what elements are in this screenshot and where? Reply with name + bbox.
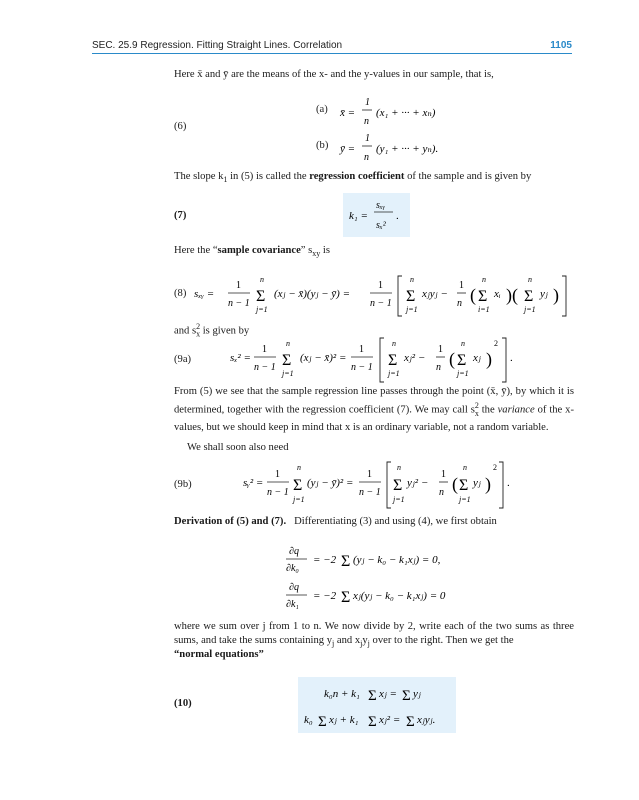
svg-text:xⱼ: xⱼ — [473, 352, 481, 364]
eq-10-formula — [298, 677, 456, 733]
svg-text:sᵧ² =: sᵧ² = — [243, 477, 264, 489]
svg-text:yⱼ: yⱼ — [540, 288, 548, 300]
and-s: and s — [174, 325, 197, 337]
svg-text:j=1: j=1 — [393, 495, 405, 504]
svg-text:n: n — [364, 116, 369, 127]
svg-text:= −2: = −2 — [313, 554, 337, 566]
svg-text:1: 1 — [236, 280, 241, 291]
from5-variance: variance — [497, 404, 535, 416]
from5-b: the — [478, 404, 498, 416]
svg-text:.: . — [510, 352, 513, 364]
svg-text:i=1: i=1 — [478, 305, 490, 314]
svg-text:j=1: j=1 — [256, 305, 268, 314]
svg-text:xᵢ: xᵢ — [494, 288, 501, 300]
shall-need: We shall soon also need — [187, 442, 289, 453]
svg-text:∂k₀: ∂k₀ — [286, 563, 299, 574]
normal-equations-heading: “normal equations” — [174, 649, 264, 660]
svg-text:(xⱼ − x̄)(yⱼ − ȳ) =: (xⱼ − x̄)(yⱼ − ȳ) = — [274, 288, 351, 300]
slope-pre: The slope k — [174, 171, 224, 182]
eq-6b-formula — [338, 130, 518, 166]
svg-text:)(: )( — [506, 285, 518, 305]
svg-text:): ) — [486, 349, 492, 369]
svg-text:j=1: j=1 — [457, 369, 469, 378]
svg-text:n − 1: n − 1 — [359, 487, 381, 498]
svg-text:): ) — [485, 474, 491, 494]
svg-text:n − 1: n − 1 — [370, 298, 392, 309]
svg-text:= −2: = −2 — [313, 590, 337, 602]
eq-9b-label: (9b) — [174, 479, 192, 490]
svg-text:(: ( — [449, 349, 455, 369]
svg-text:n: n — [439, 487, 444, 498]
partial-derivative-equations — [283, 540, 543, 620]
eq-9a-formula — [228, 332, 548, 392]
cov-sub: xy — [312, 249, 321, 259]
svg-text:n: n — [457, 298, 462, 309]
svg-text:1: 1 — [365, 97, 370, 108]
svg-text:xⱼ² =: xⱼ² = — [379, 714, 401, 726]
eq-8-formula — [192, 268, 582, 328]
svg-text:(xⱼ − x̄)² =: (xⱼ − x̄)² = — [300, 352, 347, 364]
derivation-bold: Derivation of (5) and (7). — [174, 516, 287, 527]
svg-text:j=1: j=1 — [524, 305, 536, 314]
where-sum-paragraph: where we sum over j from 1 to n. We now divide by 2, write each of the two sums as three sums, and take the sums containing $y_j$ and $x_jy_j$ over to the right. Then we get the — [174, 621, 574, 649]
svg-text:Σ: Σ — [478, 288, 488, 305]
svg-text:Σ: Σ — [293, 477, 303, 494]
svg-text:1: 1 — [459, 280, 464, 291]
svg-text:Σ: Σ — [406, 288, 416, 305]
where-sum-b: and x — [334, 635, 361, 646]
svg-text:n: n — [410, 275, 414, 284]
svg-text:j=1: j=1 — [459, 495, 471, 504]
svg-text:sₓᵧ =: sₓᵧ = — [194, 288, 215, 300]
eq-8-label: (8) — [174, 288, 187, 299]
svg-text:sₓᵧ: sₓᵧ — [376, 200, 386, 211]
svg-text:2: 2 — [494, 339, 498, 348]
svg-text:n: n — [463, 463, 467, 472]
svg-text:Σ: Σ — [524, 288, 534, 305]
from5-c: of the x-values, but we should keep in mind that x is an ordinary variable, not a random variable. — [174, 404, 574, 433]
svg-text:1: 1 — [365, 133, 370, 144]
svg-text:n − 1: n − 1 — [254, 362, 276, 373]
derivation-paragraph — [174, 515, 574, 529]
svg-text:Σ: Σ — [256, 288, 266, 305]
svg-text:(yⱼ − ȳ)² =: (yⱼ − ȳ)² = — [307, 477, 354, 489]
svg-text:(yⱼ − k₀ − k₁xⱼ) = 0,: (yⱼ − k₀ − k₁xⱼ) = 0, — [353, 554, 441, 566]
svg-text:∂q: ∂q — [289, 582, 299, 593]
svg-text:∂q: ∂q — [289, 546, 299, 557]
svg-text:n: n — [482, 275, 486, 284]
svg-text:1: 1 — [359, 344, 364, 355]
svg-text:n: n — [461, 339, 465, 348]
eq-9b-formula — [241, 456, 541, 516]
from-5-paragraph: From (5) we see that the sample regression line passes through the point (x̄, ȳ), by which it is determined, together with the regression coefficient (7). We may call $s^2_x$ the variance of the x-values, but we should keep in mind that x is an ordinary variable, not a random variable. — [174, 386, 574, 433]
svg-text:n: n — [528, 275, 532, 284]
slope-sub: 1 — [223, 175, 228, 185]
where-sum-c: over to the right. Then we get the — [369, 635, 514, 646]
eq-7-box — [343, 193, 410, 237]
svg-text:1: 1 — [367, 469, 372, 480]
svg-text:xⱼyⱼ −: xⱼyⱼ − — [422, 288, 448, 300]
cov-pre: Here the “ — [174, 245, 218, 256]
svg-text:xⱼ(yⱼ − k₀ − k₁xⱼ) = 0: xⱼ(yⱼ − k₀ − k₁xⱼ) = 0 — [353, 590, 446, 602]
svg-text:Σ: Σ — [388, 352, 398, 369]
svg-text:j=1: j=1 — [388, 369, 400, 378]
svg-text:Σ: Σ — [406, 714, 415, 730]
svg-text:k₀n + k₁: k₀n + k₁ — [324, 688, 360, 700]
svg-text:xⱼ² −: xⱼ² − — [404, 352, 426, 364]
svg-text:2: 2 — [493, 463, 497, 472]
variance-intro: and $s_x^2$ is given by — [174, 322, 250, 339]
svg-text:yⱼ² −: yⱼ² − — [407, 477, 429, 489]
eq-9a-label: (9a) — [174, 354, 192, 365]
svg-text:n: n — [397, 463, 401, 472]
svg-text:yⱼ: yⱼ — [473, 477, 481, 489]
svg-text:(: ( — [470, 285, 476, 305]
from5-a: From (5) we see that the sample regression line passes through the point (x̄, ȳ), by which it is determined, together with the regression coefficient (7). We may call s — [174, 386, 574, 416]
svg-text:x̄ =: x̄ = — [340, 107, 356, 119]
svg-text:n − 1: n − 1 — [351, 362, 373, 373]
svg-text:sₓ²: sₓ² — [376, 220, 386, 231]
eq-10-label: (10) — [174, 698, 192, 709]
eq-6a — [316, 97, 436, 127]
eq-6b-label: (b) — [316, 140, 329, 151]
slope-post: of the sample and is given by — [404, 171, 532, 182]
slope-bold: regression coefficient — [309, 171, 405, 182]
svg-text:j=1: j=1 — [282, 369, 294, 378]
eq-7-label: (7) — [174, 210, 187, 221]
svg-text:n: n — [297, 463, 301, 472]
section-title: SEC. 25.9 Regression. Fitting Straight Lines. Correlation — [92, 40, 343, 51]
svg-text:n: n — [260, 275, 264, 284]
svg-text:n: n — [392, 339, 396, 348]
svg-text:n: n — [364, 152, 369, 163]
eq-6a-label: (a) — [316, 104, 328, 115]
svg-text:(: ( — [452, 474, 458, 494]
svg-text:k₁ =: k₁ = — [349, 210, 368, 222]
covariance-intro — [174, 244, 574, 261]
svg-text:Σ: Σ — [459, 477, 469, 494]
svg-text:Σ: Σ — [457, 352, 467, 369]
svg-text:xⱼyⱼ.: xⱼyⱼ. — [417, 714, 436, 726]
svg-text:1: 1 — [275, 469, 280, 480]
svg-text:j=1: j=1 — [406, 305, 418, 314]
where-sum-a: where we sum over j from 1 to n. We now divide by 2, write each of the two sums as three sums, and take the sums containing y — [174, 621, 574, 646]
svg-text:xⱼ =: xⱼ = — [379, 688, 397, 700]
svg-text:(x₁ + ··· + xₙ): (x₁ + ··· + xₙ) — [376, 107, 436, 119]
svg-text:Σ: Σ — [368, 688, 377, 704]
eq-6b — [316, 133, 439, 163]
svg-text:1: 1 — [262, 344, 267, 355]
svg-text:sₓ² =: sₓ² = — [230, 352, 251, 364]
cov-is: is — [320, 245, 330, 256]
svg-text:n: n — [286, 339, 290, 348]
svg-text:Σ: Σ — [402, 688, 411, 704]
and-given: is given by — [200, 325, 250, 337]
slope-mid: in (5) is called the — [227, 171, 310, 182]
svg-text:): ) — [553, 285, 559, 305]
slope-paragraph — [174, 170, 574, 187]
svg-text:Σ: Σ — [341, 553, 351, 570]
svg-text:n − 1: n − 1 — [228, 298, 250, 309]
svg-text:n − 1: n − 1 — [267, 487, 289, 498]
svg-text:.: . — [396, 210, 399, 222]
svg-text:yⱼ: yⱼ — [413, 688, 421, 700]
means-intro: Here x̄ and ȳ are the means of the x- and the y-values in our sample, that is, — [174, 69, 494, 80]
cov-bold: sample covariance — [217, 245, 301, 256]
svg-text:n: n — [436, 362, 441, 373]
svg-text:1: 1 — [441, 469, 446, 480]
eq-6a-formula — [338, 94, 518, 130]
svg-text:.: . — [507, 477, 510, 489]
running-header — [92, 40, 572, 54]
svg-text:Σ: Σ — [282, 352, 292, 369]
header-rule — [92, 53, 572, 54]
svg-text:Σ: Σ — [393, 477, 403, 494]
svg-text:ȳ =: ȳ = — [340, 143, 356, 155]
svg-text:k₀: k₀ — [304, 714, 313, 726]
svg-text:Σ: Σ — [341, 589, 351, 606]
svg-text:1: 1 — [438, 344, 443, 355]
derivation-rest: Differentiating (3) and using (4), we first obtain — [294, 516, 497, 527]
svg-text:Σ: Σ — [318, 714, 327, 730]
svg-text:1: 1 — [378, 280, 383, 291]
svg-text:Σ: Σ — [368, 714, 377, 730]
cov-post: ” s — [300, 245, 313, 256]
eq-7-formula — [343, 193, 410, 237]
svg-text:xⱼ + k₁: xⱼ + k₁ — [329, 714, 359, 726]
svg-text:j=1: j=1 — [293, 495, 305, 504]
eq-10-box — [298, 677, 456, 733]
page-number: 1105 — [550, 40, 572, 51]
svg-text:∂k₁: ∂k₁ — [286, 599, 299, 610]
eq-6-label: (6) — [174, 121, 187, 132]
svg-text:(y₁ + ··· + yₙ).: (y₁ + ··· + yₙ). — [376, 143, 439, 155]
